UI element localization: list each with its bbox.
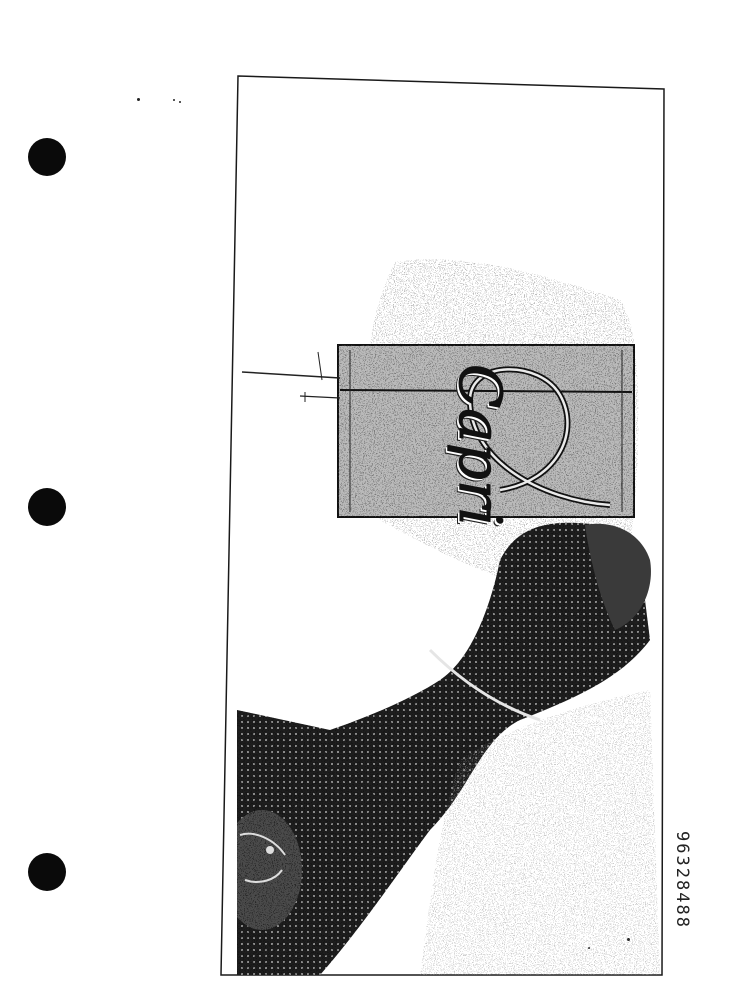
cigarette [242,352,340,402]
brand-script-logo [380,330,580,560]
brand-script-text: Capri [446,363,514,527]
document-id [662,815,702,945]
document-id-text: 96328488 [672,831,693,929]
person-head [222,810,302,930]
